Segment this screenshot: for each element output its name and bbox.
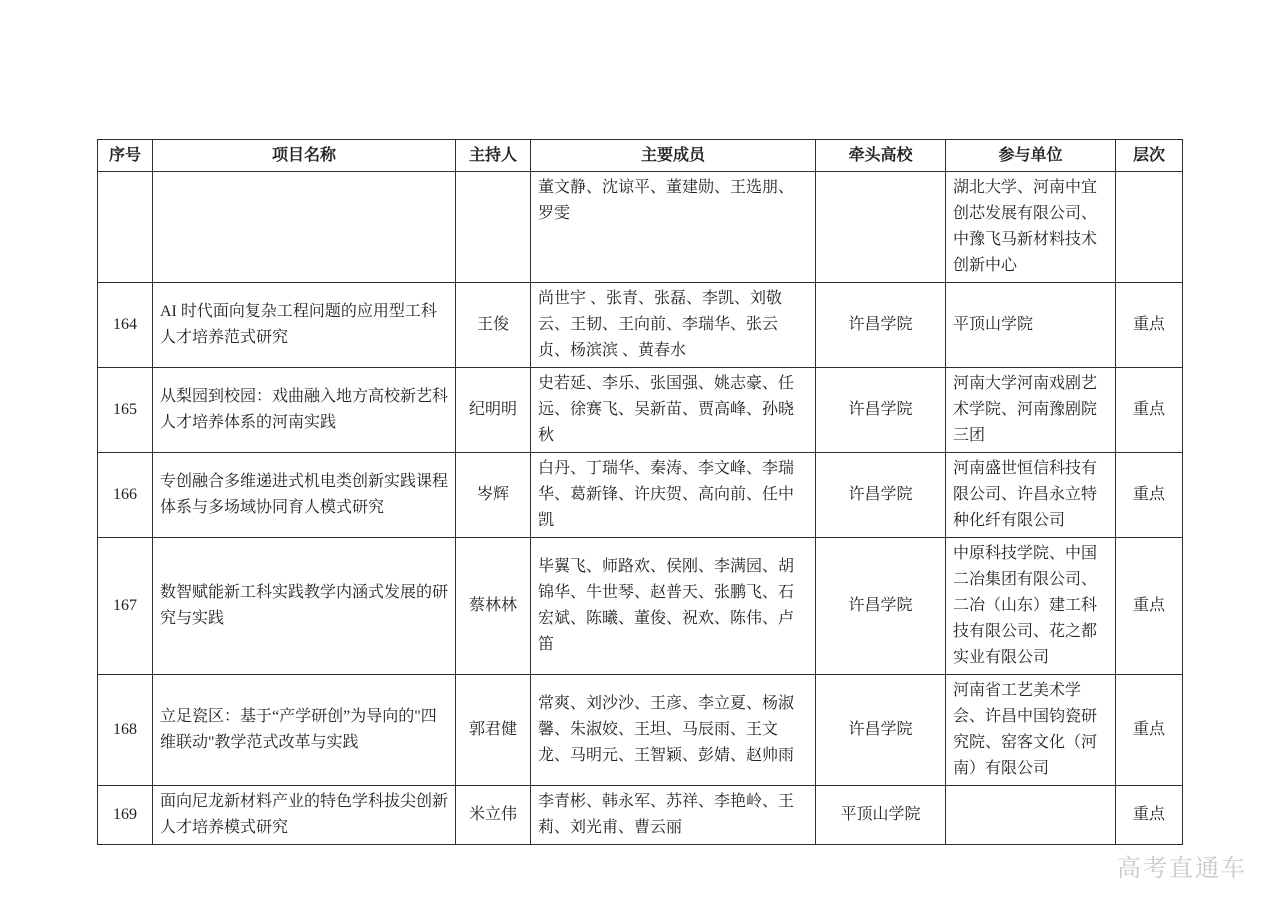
table-row [98, 368, 1183, 453]
level-cell: 重点 [1116, 538, 1183, 675]
members-cell: 史若延、李乐、张国强、姚志豪、任远、徐赛飞、吴新苗、贾高峰、孙晓秋 [531, 368, 816, 453]
university-cell: 许昌学院 [816, 538, 946, 675]
table-row [98, 538, 1183, 675]
host-cell: 王俊 [456, 283, 531, 368]
members-cell: 尚世宇 、张青、张磊、李凯、刘敬云、王韧、王向前、李瑞华、张云贞、杨滨滨 、黄春水 [531, 283, 816, 368]
seq-cell: 165 [98, 368, 153, 453]
host-cell: 纪明明 [456, 368, 531, 453]
project-cell: 立足瓷区：基于“产学研创”为导向的"四维联动"教学范式改革与实践 [153, 675, 456, 786]
university-cell: 平顶山学院 [816, 786, 946, 845]
host-cell [456, 172, 531, 283]
members-cell: 白丹、丁瑞华、秦涛、李文峰、李瑞华、葛新锋、许庆贺、高向前、任中凯 [531, 453, 816, 538]
host-cell: 郭君健 [456, 675, 531, 786]
university-cell [816, 172, 946, 283]
participants-cell: 平顶山学院 [946, 283, 1116, 368]
university-cell: 许昌学院 [816, 453, 946, 538]
host-cell: 蔡林林 [456, 538, 531, 675]
level-cell [1116, 172, 1183, 283]
seq-cell: 164 [98, 283, 153, 368]
host-cell: 米立伟 [456, 786, 531, 845]
participants-cell [946, 786, 1116, 845]
level-cell: 重点 [1116, 368, 1183, 453]
level-cell: 重点 [1116, 675, 1183, 786]
project-cell: 从梨园到校园：戏曲融入地方高校新艺科人才培养体系的河南实践 [153, 368, 456, 453]
participants-cell: 河南盛世恒信科技有限公司、许昌永立特种化纤有限公司 [946, 453, 1116, 538]
col-header-members: 主要成员 [531, 140, 816, 172]
table-row [98, 786, 1183, 845]
members-cell: 常爽、刘沙沙、王彦、李立夏、杨淑馨、朱淑姣、王坦、马辰雨、王文龙、马明元、王智颖、彭婧、赵帅雨 [531, 675, 816, 786]
level-cell: 重点 [1116, 453, 1183, 538]
col-header-level: 层次 [1116, 140, 1183, 172]
header-row [98, 140, 1183, 172]
members-cell: 董文静、沈谅平、董建勋、王选朋、罗雯 [531, 172, 816, 283]
members-cell: 李青彬、韩永军、苏祥、李艳岭、王莉、刘光甫、曹云丽 [531, 786, 816, 845]
table-row [98, 453, 1183, 538]
participants-cell: 河南大学河南戏剧艺术学院、河南豫剧院三团 [946, 368, 1116, 453]
university-cell: 许昌学院 [816, 675, 946, 786]
table-row [98, 283, 1183, 368]
host-cell: 岑辉 [456, 453, 531, 538]
project-cell: 数智赋能新工科实践教学内涵式发展的研究与实践 [153, 538, 456, 675]
table-row [98, 675, 1183, 786]
participants-cell: 湖北大学、河南中宜创芯发展有限公司、中豫飞马新材料技术创新中心 [946, 172, 1116, 283]
university-cell: 许昌学院 [816, 368, 946, 453]
watermark: 高考直通车 [1117, 855, 1247, 882]
col-header-university: 牵头高校 [816, 140, 946, 172]
projects-table [97, 139, 1183, 845]
project-cell [153, 172, 456, 283]
participants-cell: 河南省工艺美术学会、许昌中国钧瓷研究院、窑客文化（河南）有限公司 [946, 675, 1116, 786]
seq-cell: 169 [98, 786, 153, 845]
project-cell: 专创融合多维递进式机电类创新实践课程体系与多场域协同育人模式研究 [153, 453, 456, 538]
col-header-seq: 序号 [98, 140, 153, 172]
table-row [98, 172, 1183, 283]
level-cell: 重点 [1116, 786, 1183, 845]
col-header-participants: 参与单位 [946, 140, 1116, 172]
members-cell: 毕翼飞、师路欢、侯刚、李满园、胡锦华、牛世琴、赵普天、张鹏飞、石宏斌、陈曦、董俊、祝欢、陈伟、卢笛 [531, 538, 816, 675]
seq-cell: 168 [98, 675, 153, 786]
seq-cell: 167 [98, 538, 153, 675]
seq-cell [98, 172, 153, 283]
project-cell: AI 时代面向复杂工程问题的应用型工科人才培养范式研究 [153, 283, 456, 368]
participants-cell: 中原科技学院、中国二冶集团有限公司、二冶（山东）建工科技有限公司、花之都实业有限公司 [946, 538, 1116, 675]
level-cell: 重点 [1116, 283, 1183, 368]
col-header-project: 项目名称 [153, 140, 456, 172]
project-cell: 面向尼龙新材料产业的特色学科拔尖创新人才培养模式研究 [153, 786, 456, 845]
seq-cell: 166 [98, 453, 153, 538]
university-cell: 许昌学院 [816, 283, 946, 368]
col-header-host: 主持人 [456, 140, 531, 172]
